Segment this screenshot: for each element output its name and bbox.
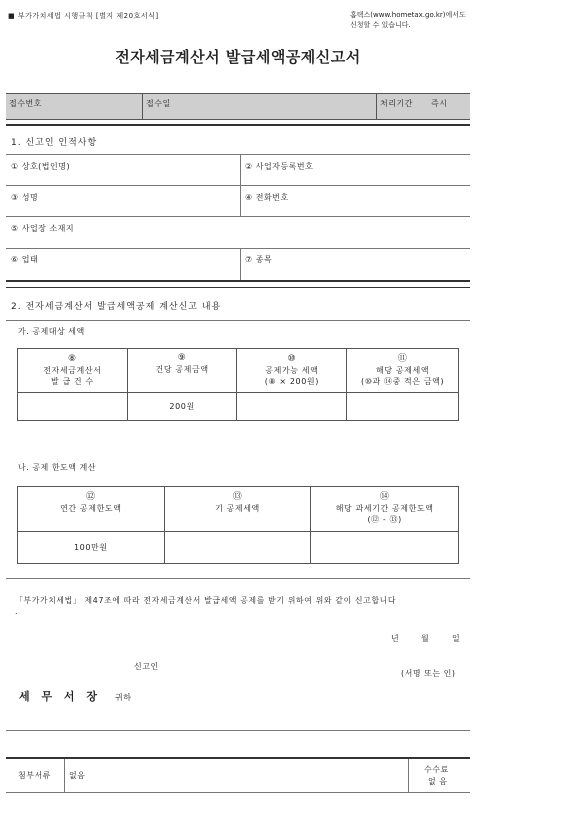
recipient-office: 세 무 서 장 <box>19 690 101 703</box>
receipt-row <box>6 93 470 120</box>
phone-label: ④ 전화번호 <box>245 193 289 202</box>
section2-title: 2. 전자세금계산서 발급세액공제 계산신고 내용 <box>11 302 222 312</box>
hometax-notice <box>350 10 466 30</box>
deduction-per-invoice-cell: 200원 <box>127 393 237 421</box>
issue-count-cell[interactable] <box>18 393 128 421</box>
signature-label: (서명 또는 인) <box>401 669 456 678</box>
processing-period-label: 처리기간 <box>380 99 413 108</box>
form-reference <box>8 11 159 21</box>
previous-deduction-cell[interactable] <box>164 532 311 564</box>
bullet-icon: ■ <box>8 12 16 20</box>
business-reg-no-label: ② 사업자등록번호 <box>245 162 314 171</box>
date-year-label: 년 <box>391 634 400 643</box>
form-reference-text: 부가가치세법 시행규칙 [별지 제20호서식] <box>17 12 159 20</box>
date-month-label: 월 <box>421 634 430 643</box>
deductible-tax-table <box>17 348 459 421</box>
declaration-statement-tail: . <box>15 607 19 616</box>
fee-label: 수수료 <box>424 765 449 774</box>
subsection-b-title: 나. 공제 한도액 계산 <box>18 463 96 472</box>
declaration-statement: 「부가가치세법」 제47조에 따라 전자세금계산서 발급세액 공제를 받기 위하여 위와 같이 신고합니다 <box>15 596 397 605</box>
section1-title: 1. 신고인 인적사항 <box>11 138 98 148</box>
receipt-number-label: 접수번호 <box>9 99 42 108</box>
name-label: ③ 성명 <box>11 193 39 202</box>
page-title: 전자세금계산서 발급세액공제신고서 <box>115 48 361 66</box>
date-day-label: 일 <box>452 634 461 643</box>
subsection-a-title: 가. 공제대상 세액 <box>18 327 85 336</box>
deduction-limit-table <box>17 486 459 564</box>
attachments-value: 없음 <box>69 771 86 780</box>
fee-value: 없 음 <box>428 777 448 786</box>
deductible-amount-cell[interactable] <box>237 393 347 421</box>
business-item-label: ⑦ 종목 <box>245 255 273 264</box>
header-annual-limit: ⑫ 연간 공제한도액 <box>18 487 165 532</box>
header-applicable-deduction: ⑪ 해당 공제세액 (⑩과 ⑭중 적은 금액) <box>347 349 459 393</box>
annual-limit-cell: 100만원 <box>18 532 165 564</box>
attachments-label: 첨부서류 <box>18 771 51 780</box>
company-name-label: ① 상호(법인명) <box>11 162 71 171</box>
header-issue-count: ⑧ 전자세금계산서 발 급 건 수 <box>18 349 128 393</box>
header-deduction-per-invoice: ⑨ 건당 공제금액 <box>127 349 237 393</box>
processing-period-value: 즉시 <box>431 99 448 108</box>
recipient-suffix: 귀하 <box>115 693 132 702</box>
hometax-notice-line2: 신청할 수 있습니다. <box>350 21 411 29</box>
header-deductible-amount: ⑩ 공제가능 세액 (⑧ × 200원) <box>237 349 347 393</box>
business-type-label: ⑥ 업태 <box>11 255 39 264</box>
reporter-label: 신고인 <box>134 662 159 671</box>
hometax-notice-line1: 홈택스(www.hometax.go.kr)에서도 <box>350 11 466 19</box>
applicable-deduction-cell[interactable] <box>347 393 459 421</box>
receipt-date-label: 접수일 <box>146 99 171 108</box>
header-previous-deduction: ⑬ 기 공제세액 <box>164 487 311 532</box>
period-limit-cell[interactable] <box>311 532 459 564</box>
header-period-limit: ⑭ 해당 과세기간 공제한도액 (⑫ - ⑬) <box>311 487 459 532</box>
address-label: ⑤ 사업장 소재지 <box>11 224 75 233</box>
